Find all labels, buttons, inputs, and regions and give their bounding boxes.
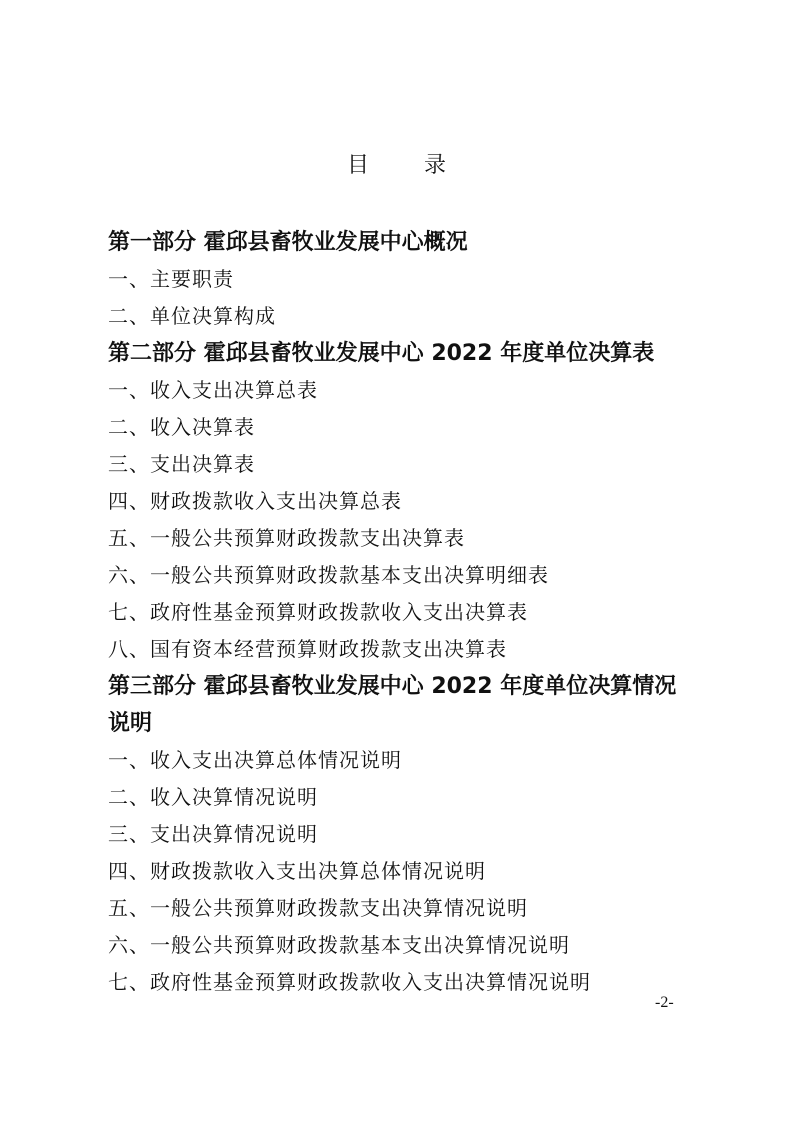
toc-item[interactable]: 七、政府性基金预算财政拨款收入支出决算表	[108, 600, 528, 624]
page-title: 目 录	[347, 153, 470, 178]
page-number: -2-	[655, 994, 674, 1011]
toc-part-3-heading[interactable]: 第三部分 霍邱县畜牧业发展中心 2022 年度单位决算情况说明	[108, 674, 677, 736]
toc-item[interactable]: 二、收入决算表	[108, 415, 255, 439]
toc-item[interactable]: 二、收入决算情况说明	[108, 785, 318, 809]
toc-item[interactable]: 四、财政拨款收入支出决算总体情况说明	[108, 859, 486, 883]
toc-item[interactable]: 六、一般公共预算财政拨款基本支出决算情况说明	[108, 933, 570, 957]
toc-item[interactable]: 一、主要职责	[108, 267, 234, 291]
toc-item[interactable]: 六、一般公共预算财政拨款基本支出决算明细表	[108, 563, 549, 587]
toc-item[interactable]: 五、一般公共预算财政拨款支出决算表	[108, 526, 465, 550]
toc-item[interactable]: 三、支出决算表	[108, 452, 255, 476]
toc-item[interactable]: 三、支出决算情况说明	[108, 822, 318, 846]
toc-item[interactable]: 一、收入支出决算总体情况说明	[108, 748, 402, 772]
toc-part-1-heading[interactable]: 第一部分 霍邱县畜牧业发展中心概况	[108, 230, 468, 255]
table-of-contents	[108, 224, 708, 1001]
toc-item[interactable]: 五、一般公共预算财政拨款支出决算情况说明	[108, 896, 528, 920]
toc-item[interactable]: 七、政府性基金预算财政拨款收入支出决算情况说明	[108, 970, 591, 994]
toc-item[interactable]: 四、财政拨款收入支出决算总表	[108, 489, 402, 513]
toc-part-2-heading[interactable]: 第二部分 霍邱县畜牧业发展中心 2022 年度单位决算表	[108, 341, 655, 366]
toc-item[interactable]: 八、国有资本经营预算财政拨款支出决算表	[108, 637, 507, 661]
toc-item[interactable]: 一、收入支出决算总表	[108, 378, 318, 402]
toc-item[interactable]: 二、单位决算构成	[108, 304, 276, 328]
